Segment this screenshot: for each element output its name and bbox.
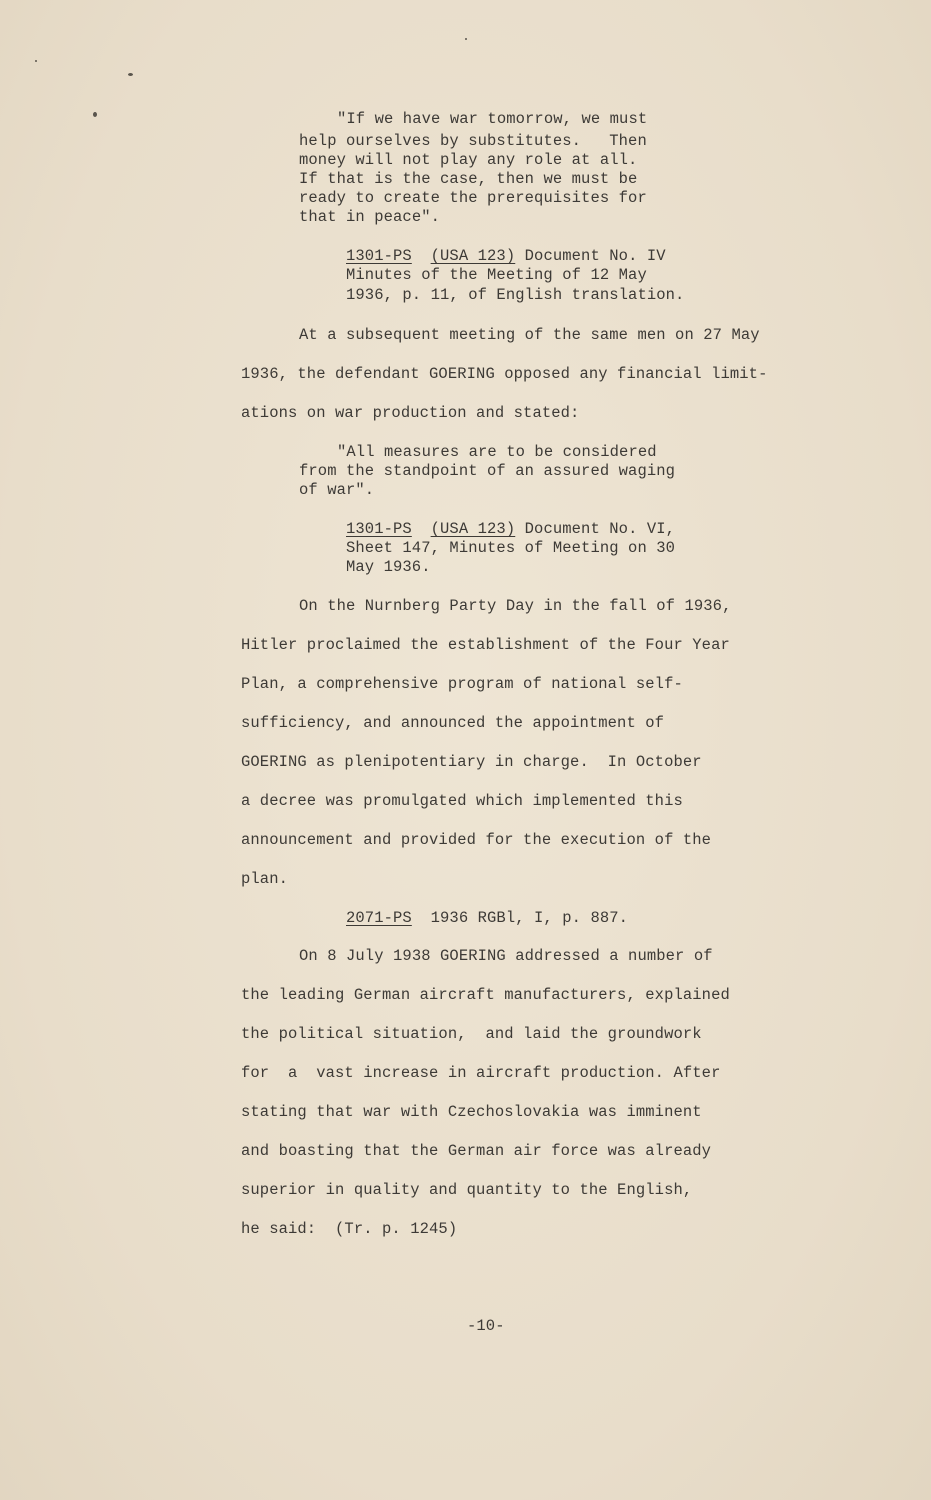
paragraph-line: and boasting that the German air force was already <box>241 1142 712 1160</box>
paragraph-line: announcement and provided for the execution of the <box>241 831 712 849</box>
paragraph-line: On the Nurnberg Party Day in the fall of 1936, <box>299 597 732 615</box>
citation-line: 1936, p. 11, of English translation. <box>346 286 685 304</box>
paragraph-line: the political situation, and laid the groundwork <box>241 1025 702 1043</box>
citation-text: 1936 RGBl, I, p. 887. <box>411 909 629 927</box>
paragraph-line: GOERING as plenipotentiary in charge. In October <box>241 753 702 771</box>
quote-line: money will not play any role at all. <box>299 151 638 169</box>
citation-line <box>346 247 666 266</box>
quote-line: "All measures are to be considered <box>337 443 657 461</box>
document-reference: 1301-PS <box>346 247 412 265</box>
paragraph-line: 1936, the defendant GOERING opposed any financial limit- <box>241 365 768 383</box>
quote-line: from the standpoint of an assured waging <box>299 462 676 480</box>
paragraph-line: for a vast increase in aircraft production. After <box>241 1064 721 1082</box>
paragraph-line: superior in quality and quantity to the English, <box>241 1181 693 1199</box>
paragraph-line: stating that war with Czechoslovakia was imminent <box>241 1103 702 1121</box>
scan-speck <box>465 38 467 40</box>
quote-line: ready to create the prerequisites for <box>299 189 647 207</box>
citation-line <box>346 909 628 928</box>
paragraph-line: Plan, a comprehensive program of national self- <box>241 675 683 693</box>
paragraph-line: plan. <box>241 870 289 888</box>
citation-line: May 1936. <box>346 558 431 576</box>
citation-line <box>346 520 675 539</box>
paragraph-line: a decree was promulgated which implemented this <box>241 792 683 810</box>
document-reference: 2071-PS <box>346 909 412 927</box>
scan-speck <box>93 112 97 117</box>
quote-line: that in peace". <box>299 208 441 226</box>
paragraph-line: he said: (Tr. p. 1245) <box>241 1220 458 1238</box>
paragraph-line: ations on war production and stated: <box>241 404 580 422</box>
quote-line: of war". <box>299 481 375 499</box>
quote-line: "If we have war tomorrow, we must <box>337 110 648 128</box>
exhibit-reference: (USA 123) <box>430 520 516 538</box>
citation-line: Sheet 147, Minutes of Meeting on 30 <box>346 539 676 557</box>
scan-speck <box>128 73 133 76</box>
page-number: -10- <box>467 1317 505 1335</box>
exhibit-reference: (USA 123) <box>430 247 516 265</box>
paragraph-line: the leading German aircraft manufacturers, explained <box>241 986 730 1004</box>
scan-speck <box>35 60 37 62</box>
citation-line: Minutes of the Meeting of 12 May <box>346 266 647 284</box>
quote-line: help ourselves by substitutes. Then <box>299 132 647 150</box>
paragraph-line: sufficiency, and announced the appointment of <box>241 714 665 732</box>
paragraph-line: Hitler proclaimed the establishment of the Four Year <box>241 636 730 654</box>
citation-text: Document No. IV <box>515 247 666 265</box>
paragraph-line: On 8 July 1938 GOERING addressed a number of <box>299 947 713 965</box>
quote-line: If that is the case, then we must be <box>299 170 638 188</box>
citation-text: Document No. VI, <box>515 520 676 538</box>
document-reference: 1301-PS <box>346 520 412 538</box>
paragraph-line: At a subsequent meeting of the same men on 27 May <box>299 326 760 344</box>
